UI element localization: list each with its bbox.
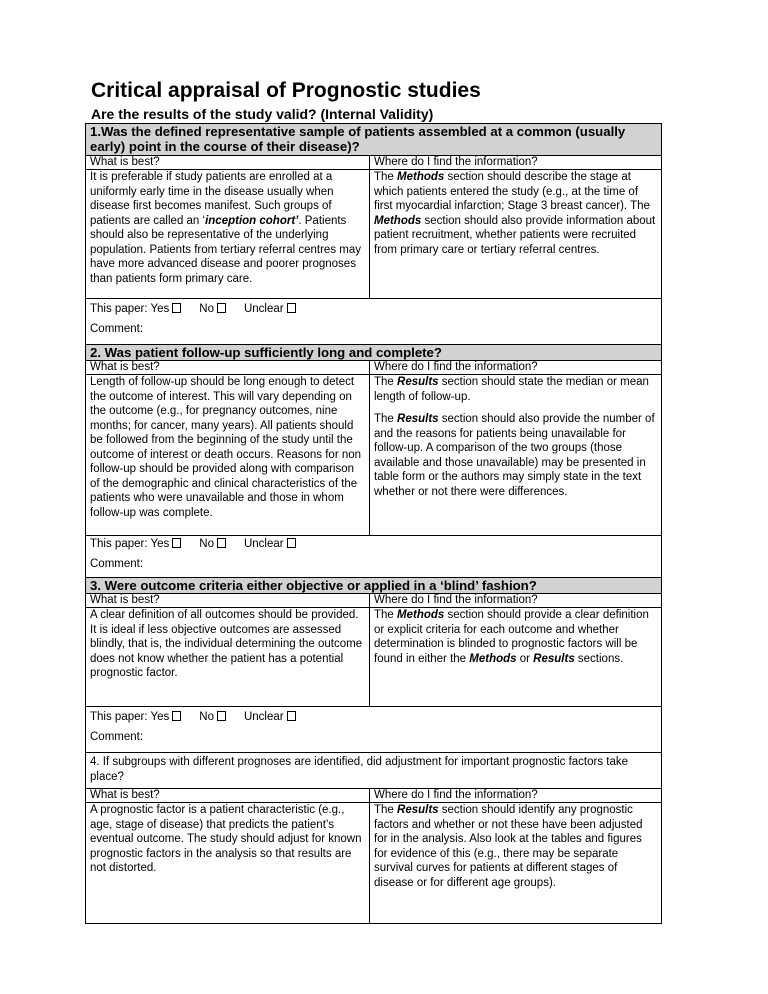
q4-label-row [86, 789, 662, 803]
q3-unclear-checkbox[interactable] [287, 711, 296, 721]
q2-comment-field[interactable]: Comment: [90, 557, 144, 570]
q1-yes-checkbox[interactable] [172, 303, 181, 313]
q4-content-row [86, 803, 662, 924]
q1-label-row [86, 156, 662, 170]
q2-content-row [86, 375, 662, 536]
unclear-label: Unclear [243, 303, 284, 315]
this-paper-label: This paper: Yes [90, 303, 170, 315]
q3-answer-row [86, 707, 662, 753]
no-label: No [199, 711, 214, 723]
q2-best-text: Length of follow-up should be long enough to detect the outcome of interest. This will vary depending on the outcome (e.g., for pregnancy outcomes, nine months; for cancer, many years). All patients should be followed from the beginning of the study until the outcome of interest or death occurs. Reasons for non follow-up should be provided along with comparison of the demographic and clinical characteristics of the patients who were unavailable and those in whom follow-up was complete. [86, 375, 370, 536]
unclear-label: Unclear [243, 711, 284, 723]
q3-what-is-best-label: What is best? [86, 594, 370, 608]
this-paper-label: This paper: Yes [90, 538, 170, 550]
q1-where-find-label: Where do I find the information? [370, 156, 662, 170]
q1-best-text: It is preferable if study patients are enrolled at a uniformly early time in the disease usually when disease first becomes manifest. Such groups of patients are called an ‘inception cohort’. Patients should also be representative of the underlying population. Patients from tertiary referral centres may have more advanced disease and poorer prognoses than patients form primary care. [86, 170, 370, 299]
no-label: No [199, 538, 214, 550]
q3-best-text: A clear definition of all outcomes should be provided. It is ideal if less objective outcomes are assessed blindly, that is, the individual determining the outcome does not know whether the patient has a potential prognostic factor. [86, 608, 370, 707]
q3-where-find-label: Where do I find the information? [370, 594, 662, 608]
q3-label-row [86, 594, 662, 608]
q2-label-row [86, 361, 662, 375]
q3-content-row [86, 608, 662, 707]
q3-no-checkbox[interactable] [217, 711, 226, 721]
q4-find-text: The Results section should identify any prognostic factors and whether or not these have been adjusted for in the analysis. Also look at the tables and figures for evidence of this (e.g., there may be separate survival curves for patients at different stages of disease or for different age groups). [370, 803, 662, 924]
section-subtitle: Are the results of the study valid? (Internal Validity) [91, 106, 434, 122]
q1-answer-row [86, 299, 662, 345]
q3-find-text: The Methods section should provide a clear definition or explicit criteria for each outcome and whether determination is blinded to prognostic factors will be found in either the Methods or Results sections. [370, 608, 662, 707]
q4-header-row [86, 753, 662, 789]
q1-unclear-checkbox[interactable] [287, 303, 296, 313]
q4-where-find-label: Where do I find the information? [370, 789, 662, 803]
q1-heading: 1.Was the defined representative sample of patients assembled at a common (usually early) point in the course of their disease)? [86, 124, 662, 156]
q2-answer-cell [86, 536, 662, 578]
q2-answer-row [86, 536, 662, 578]
this-paper-label: This paper: Yes [90, 711, 170, 723]
q3-header-row [86, 578, 662, 594]
q3-yes-checkbox[interactable] [172, 711, 181, 721]
q2-unclear-checkbox[interactable] [287, 538, 296, 548]
q1-no-checkbox[interactable] [217, 303, 226, 313]
q3-comment-field[interactable]: Comment: [90, 730, 144, 743]
q4-what-is-best-label: What is best? [86, 789, 370, 803]
q1-find-text: The Methods section should describe the stage at which patients entered the study (e.g., at the time of first myocardial infarction; Stage 3 breast cancer). The Methods section should also provide information about patient recruitment, whether patients were recruited from primary care or tertiary referral centres. [370, 170, 662, 299]
q2-no-checkbox[interactable] [217, 538, 226, 548]
q2-find-text: The Results section should state the median or mean length of follow-up. The Results section should also provide the number of and the reasons for patients being unavailable for follow-up. A comparison of the two groups (those available and those unavailable) may be presented in table form or the authors may simply state in the text whether or not there were differences. [370, 375, 662, 536]
q4-heading: 4. If subgroups with different prognoses are identified, did adjustment for important prognostic factors take place? [86, 753, 662, 789]
q2-what-is-best-label: What is best? [86, 361, 370, 375]
q2-yes-checkbox[interactable] [172, 538, 181, 548]
q2-where-find-label: Where do I find the information? [370, 361, 662, 375]
q1-content-row [86, 170, 662, 299]
q1-what-is-best-label: What is best? [86, 156, 370, 170]
q1-comment-field[interactable]: Comment: [90, 322, 144, 335]
inception-cohort-term: inception cohort’ [205, 214, 299, 227]
no-label: No [199, 303, 214, 315]
q3-answer-cell [86, 707, 662, 753]
page-title: Critical appraisal of Prognostic studies [91, 79, 481, 102]
q1-answer-cell [86, 299, 662, 345]
q3-heading: 3. Were outcome criteria either objective or applied in a ‘blind’ fashion? [86, 578, 662, 594]
appraisal-table [85, 123, 662, 924]
q2-heading: 2. Was patient follow-up sufficiently long and complete? [86, 345, 662, 361]
unclear-label: Unclear [243, 538, 284, 550]
q2-header-row [86, 345, 662, 361]
q1-header-row [86, 124, 662, 156]
q4-best-text: A prognostic factor is a patient characteristic (e.g., age, stage of disease) that predicts the patient’s eventual outcome. The study should adjust for known prognostic factors in the analysis so that results are not distorted. [86, 803, 370, 924]
